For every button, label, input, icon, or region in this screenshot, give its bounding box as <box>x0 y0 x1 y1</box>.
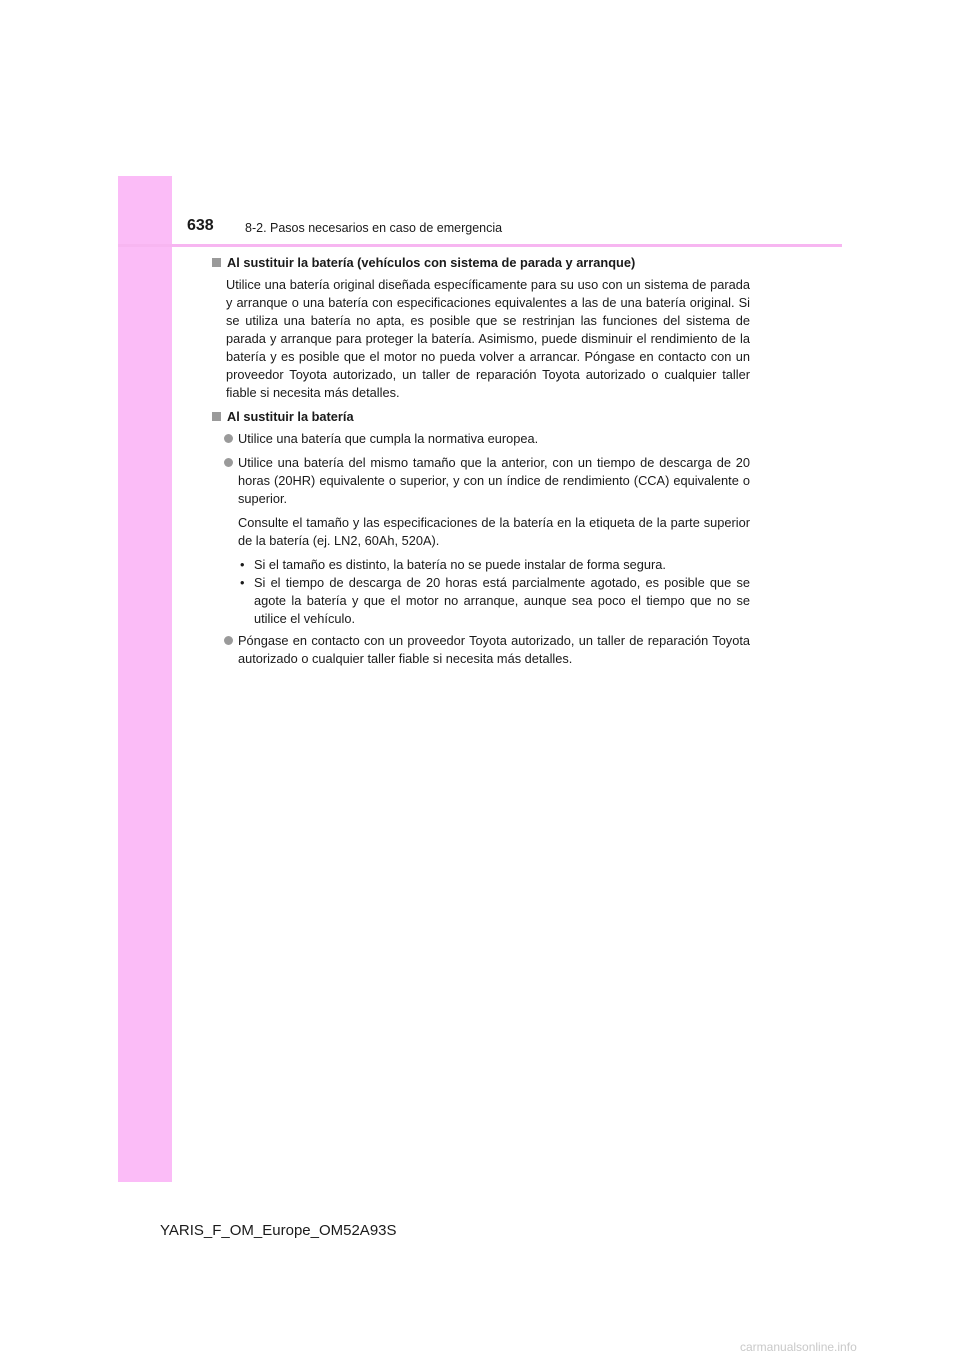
list-item <box>224 632 750 668</box>
circle-bullet-icon <box>224 636 233 645</box>
section-paragraph: Utilice una batería original diseñada específicamente para su uso con un sistema de parada y arranque o una batería con especificaciones equivalentes a las de una batería original. Si se utiliza una batería no apta, es posible que se restrinjan las funciones del sistema de parada y arranque para proteger la batería. Asimismo, puede disminuir el rendimiento de la batería y es posible que el motor no pueda volver a arrancar. Póngase en contacto con un proveedor Toyota autorizado, un taller de reparación Toyota autorizado o cualquier taller fiable si necesita más detalles. <box>226 277 750 400</box>
section-heading-text: Al sustituir la batería (vehículos con sistema de parada y arranque) <box>227 255 636 270</box>
list-item-text: Póngase en contacto con un proveedor Toyota autorizado, un taller de reparación Toyota autorizado o cualquier taller fiable si necesita más detalles. <box>238 633 750 666</box>
section-heading <box>210 408 750 426</box>
section-heading-text: Al sustituir la batería <box>227 409 354 424</box>
square-bullet-icon <box>212 412 221 421</box>
square-bullet-icon <box>212 258 221 267</box>
dot-marker-icon: • <box>240 575 245 590</box>
document-code: YARIS_F_OM_Europe_OM52A93S <box>160 1222 397 1239</box>
list-item-note: Consulte el tamaño y las especificaciones de la batería en la etiqueta de la parte superior de la batería (ej. LN2, 60Ah, 520A). <box>238 515 750 548</box>
page-number: 638 <box>187 217 214 234</box>
header-divider <box>118 244 842 247</box>
section-title: 8-2. Pasos necesarios en caso de emergencia <box>245 221 503 235</box>
section-heading <box>210 254 750 272</box>
sub-list-item <box>238 574 750 628</box>
watermark: carmanualsonline.info <box>740 1340 857 1354</box>
circle-bullet-icon <box>224 434 233 443</box>
list-item-text: Utilice una batería que cumpla la normativa europea. <box>238 431 539 446</box>
sub-list-item-text: Si el tamaño es distinto, la batería no se puede instalar de forma segura. <box>254 557 666 572</box>
page-content <box>210 254 750 674</box>
dot-marker-icon: • <box>240 557 245 572</box>
sub-list <box>238 556 750 628</box>
circle-bullet-icon <box>224 458 233 467</box>
sub-list-item <box>238 556 750 574</box>
list-item <box>224 454 750 508</box>
sub-list-item-text: Si el tiempo de descarga de 20 horas está parcialmente agotado, es posible que se agote la batería y que el motor no arranque, aunque sea poco el tiempo que no se utilice el vehículo. <box>254 575 750 626</box>
list-item-text: Utilice una batería del mismo tamaño que la anterior, con un tiempo de descarga de 20 horas (20HR) equivalente o superior, y con un índice de rendimiento (CCA) equivalente o superior. <box>238 455 750 506</box>
list-item <box>224 430 750 448</box>
side-color-band <box>118 176 172 1182</box>
